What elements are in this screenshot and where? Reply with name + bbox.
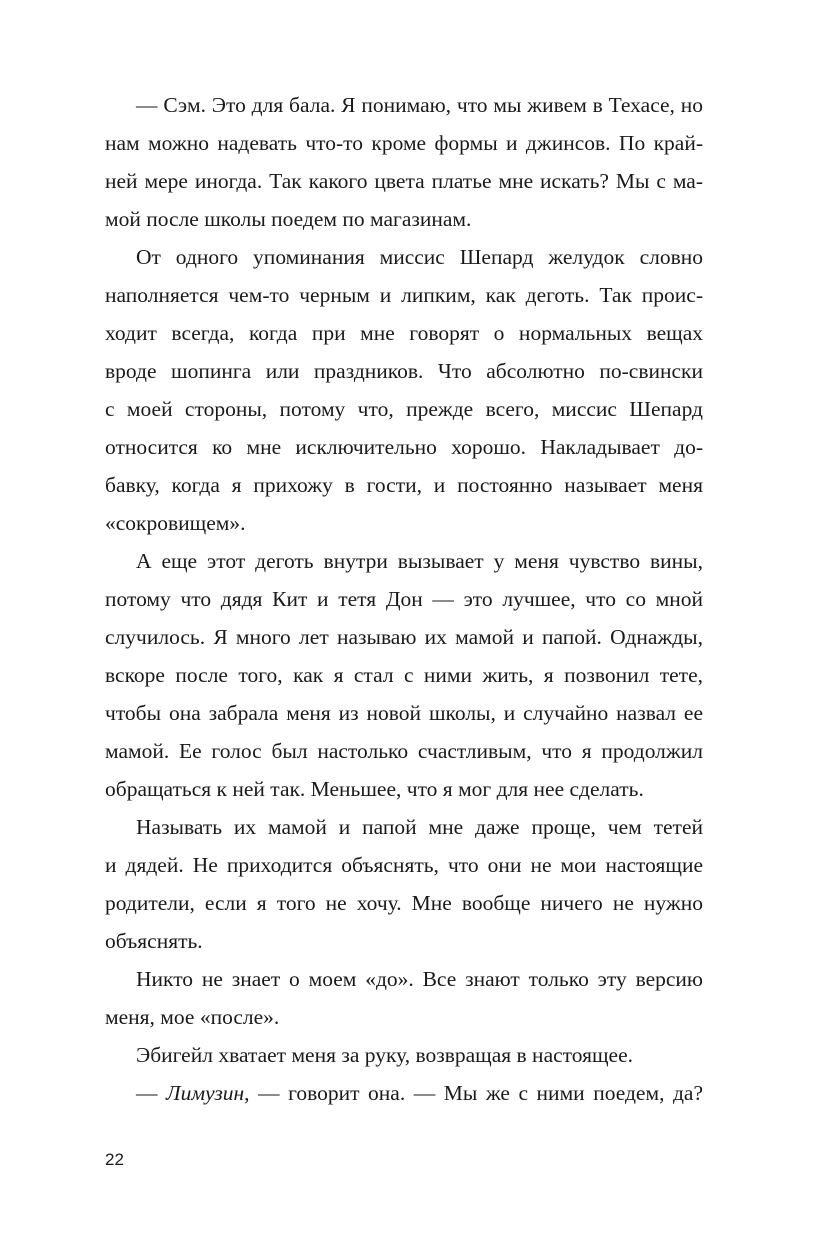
text-line: Эбигейл хватает меня за руку, возвращая в настоящее. bbox=[136, 1043, 634, 1067]
text-line: От одного упоминания миссис Шепард желудок словно bbox=[136, 245, 703, 269]
text-line: ходит всегда, когда при мне говорят о нормальных вещах bbox=[105, 321, 703, 345]
text-line: случилось. Я много лет называю их мамой и папой. Однажды, bbox=[105, 625, 703, 649]
text-line: вроде шопинга или праздников. Что абсолютно по-свински bbox=[105, 359, 703, 383]
paragraph bbox=[105, 86, 703, 238]
text-line: нам можно надевать что-то кроме формы и джинсов. По край- bbox=[105, 131, 703, 155]
dialogue-dash: — bbox=[136, 1081, 158, 1105]
text-line: Называть их мамой и папой мне даже проще, чем тетей bbox=[136, 815, 703, 839]
page-number: 22 bbox=[105, 1150, 124, 1169]
dialogue-line bbox=[105, 1074, 703, 1112]
text-line: меня, мое «после». bbox=[105, 1005, 280, 1029]
text-line: обращаться к ней так. Меньшее, что я мог для нее сделать. bbox=[105, 777, 644, 801]
text-line: родители, если я того не хочу. Мне вообще ничего не нужно bbox=[105, 891, 703, 915]
text-line: относится ко мне исключительно хорошо. Накладывает до- bbox=[105, 435, 703, 459]
paragraph bbox=[105, 960, 703, 1036]
text-line: с моей стороны, потому что, прежде всего, миссис Шепард bbox=[105, 397, 703, 421]
paragraph bbox=[105, 542, 703, 808]
text-line: потому что дядя Кит и тетя Дон — это лучшее, что со мной bbox=[105, 587, 703, 611]
text-line: чтобы она забрала меня из новой школы, и случайно назвал ее bbox=[105, 701, 703, 725]
text-line: наполняется чем-то черным и липким, как деготь. Так проис- bbox=[105, 283, 703, 307]
text-line: мамой. Ее голос был настолько счастливым, что я продолжил bbox=[105, 739, 703, 763]
paragraph bbox=[105, 238, 703, 542]
text-line: А еще этот деготь внутри вызывает у меня чувство вины, bbox=[136, 549, 703, 573]
paragraph bbox=[105, 808, 703, 960]
text-line: — Сэм. Это для бала. Я понимаю, что мы живем в Техасе, но bbox=[136, 93, 703, 117]
dialogue-rest: , — говорит она. — Мы же с ними поедем, да? bbox=[244, 1081, 703, 1105]
text-line: объяснять. bbox=[105, 929, 203, 953]
text-line: и дядей. Не приходится объяснять, что они не мои настоящие bbox=[105, 853, 703, 877]
text-line: «сокровищем». bbox=[105, 511, 246, 535]
text-line: вскоре после того, как я стал с ними жить, я позвонил тете, bbox=[105, 663, 703, 687]
paragraph bbox=[105, 1036, 703, 1074]
text-line: бавку, когда я прихожу в гости, и постоянно называет меня bbox=[105, 473, 703, 497]
page-text bbox=[105, 86, 703, 1112]
text-line: Никто не знает о моем «до». Все знают только эту версию bbox=[136, 967, 703, 991]
text-line: ней мере иногда. Так какого цвета платье мне искать? Мы с ма- bbox=[105, 169, 703, 193]
paragraph bbox=[105, 1074, 703, 1112]
text-line: мой после школы поедем по магазинам. bbox=[105, 207, 472, 231]
italic-word: Лимузин bbox=[166, 1081, 245, 1105]
